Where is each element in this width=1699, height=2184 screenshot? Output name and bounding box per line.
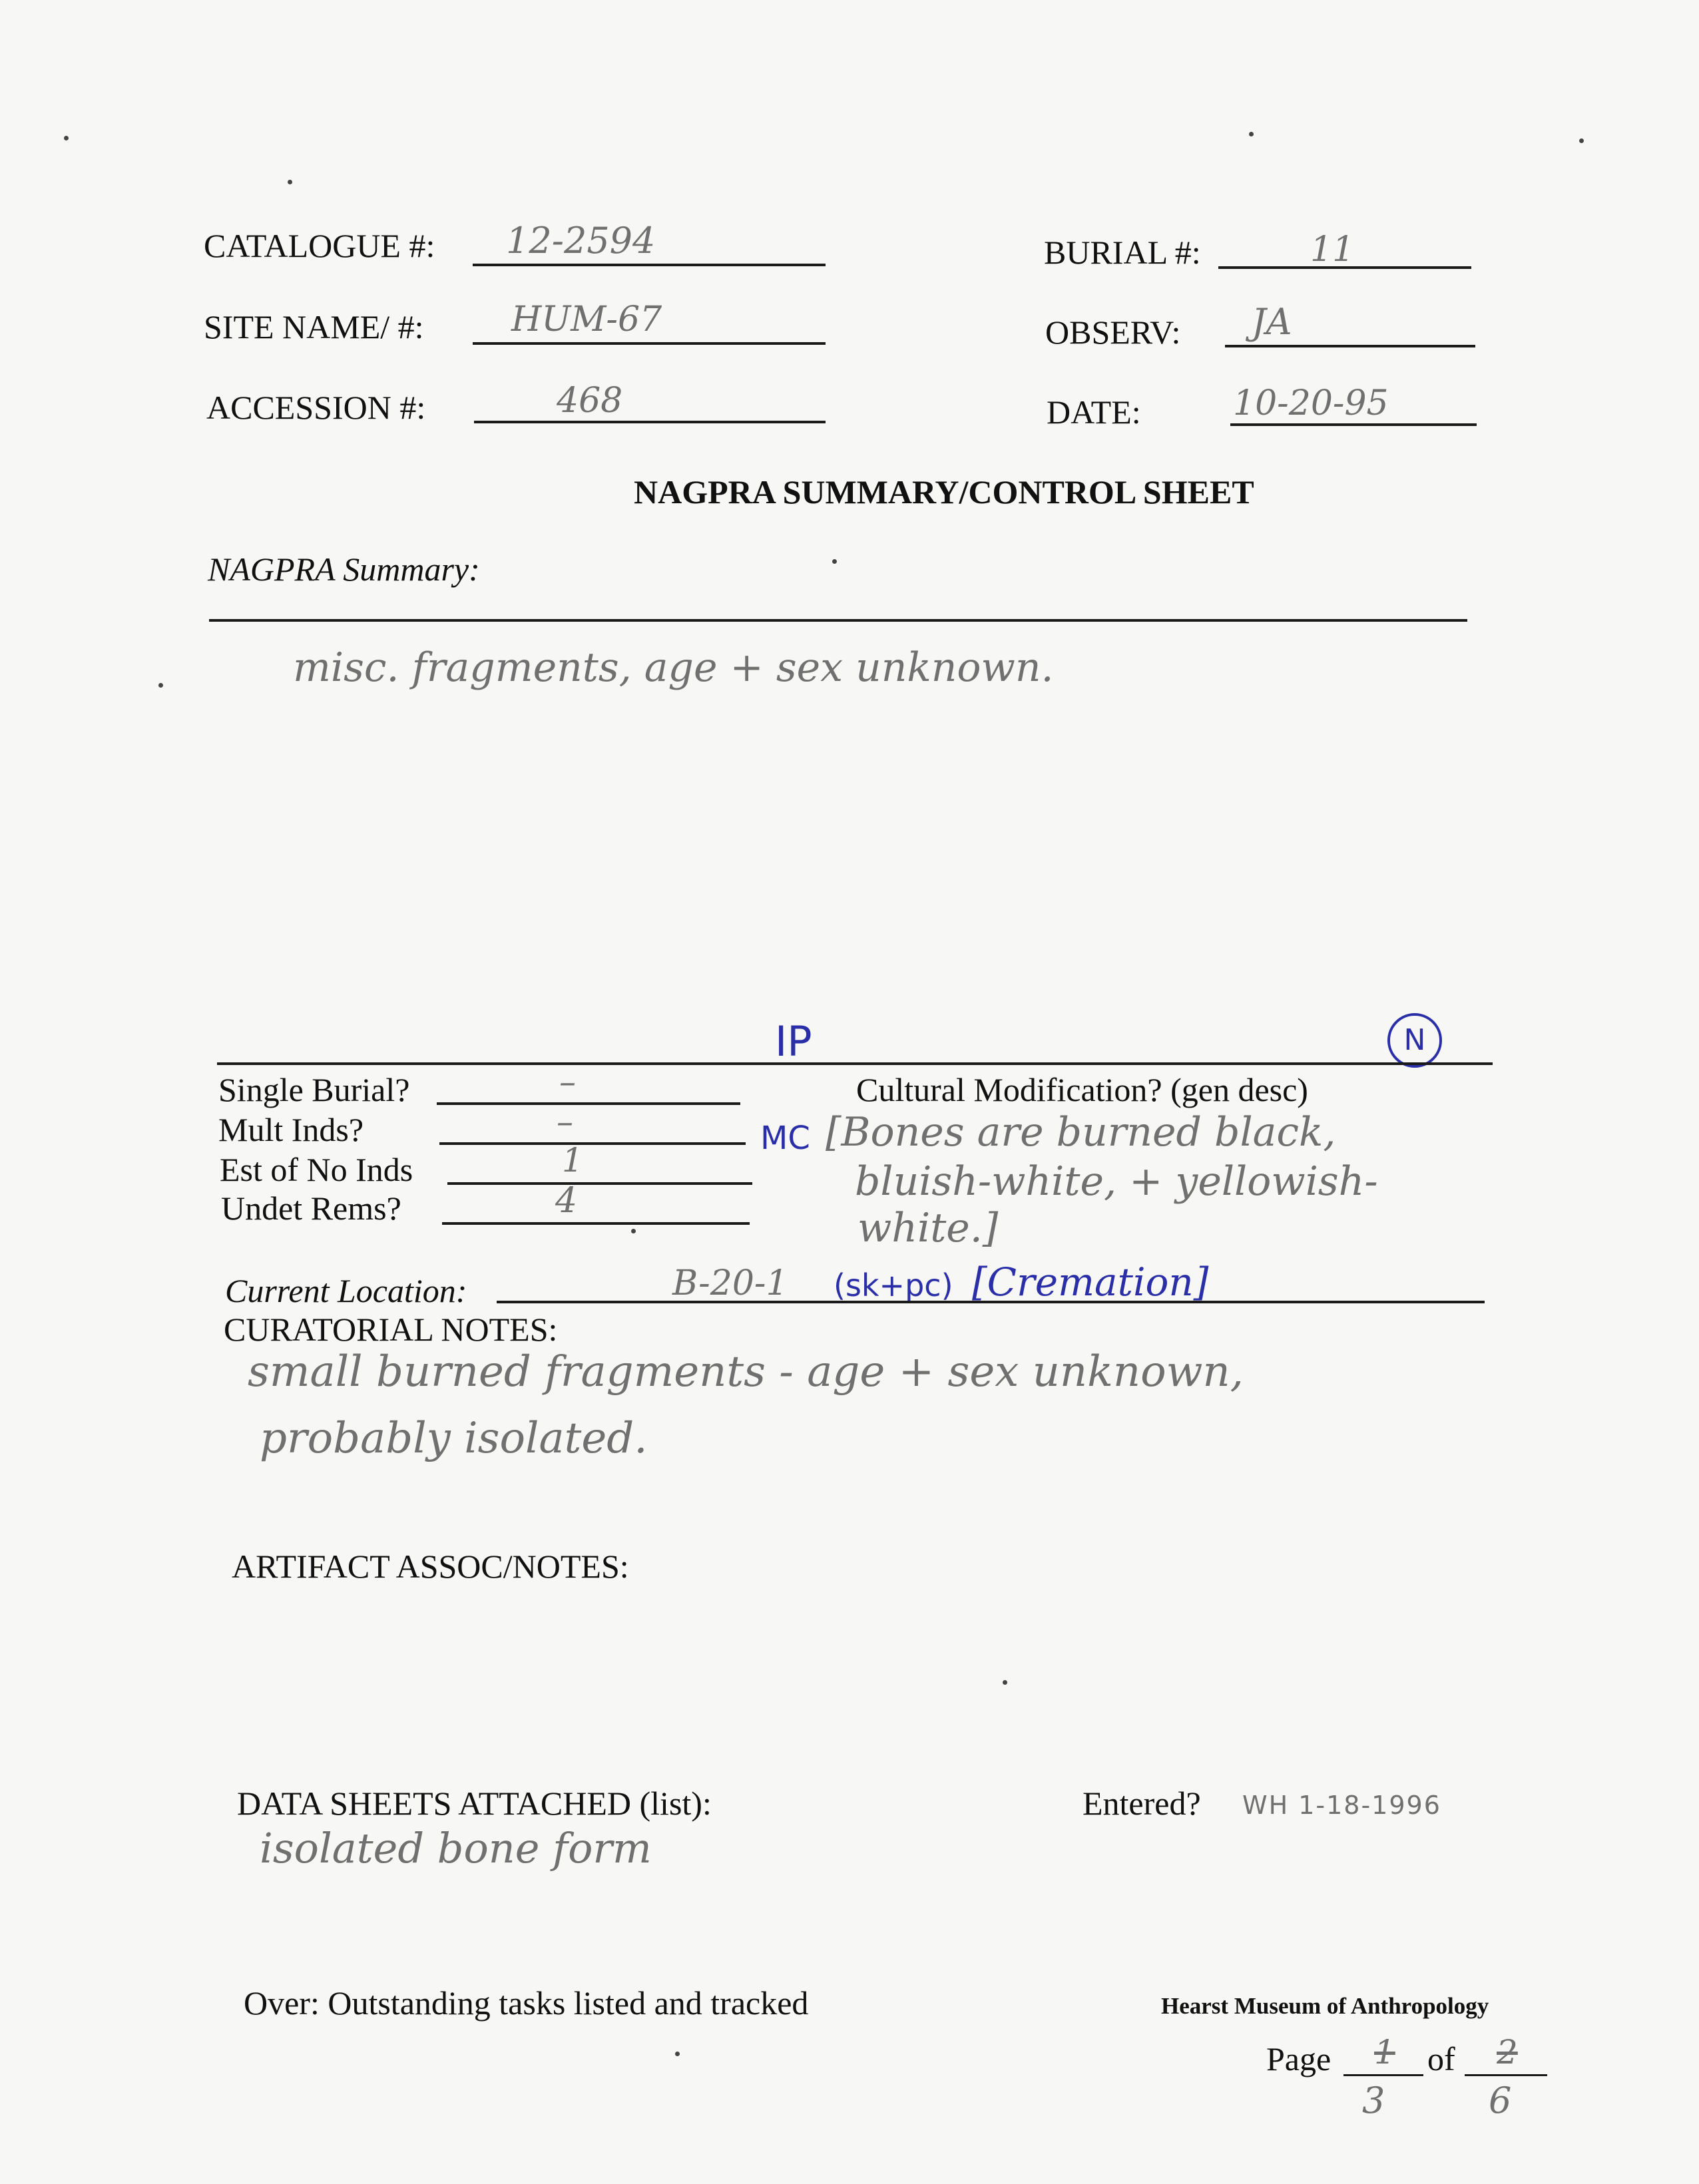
current-location-label: Current Location: [225, 1272, 467, 1309]
cultural-mod-line-1[interactable]: [Bones are burned black, [826, 1109, 1336, 1156]
burial-label: BURIAL #: [1044, 234, 1201, 271]
over-text: Over: Outstanding tasks listed and tracked [244, 1984, 809, 2022]
artifact-notes-label: ARTIFACT ASSOC/NOTES: [232, 1548, 629, 1585]
observ-value[interactable]: JA [1252, 301, 1292, 343]
scan-speck [832, 559, 837, 564]
site-underline [473, 342, 826, 345]
single-burial-value[interactable]: – [559, 1062, 576, 1101]
ip-mark: IP [775, 1017, 812, 1066]
summary-text[interactable]: misc. fragments, age + sex unknown. [293, 644, 1054, 691]
undet-rems-underline [442, 1222, 750, 1225]
cultural-mod-code: MC [760, 1120, 810, 1157]
summary-label: NAGPRA Summary: [208, 550, 480, 588]
mult-inds-label: Mult Inds? [218, 1111, 364, 1148]
curatorial-notes-label: CURATORIAL NOTES: [224, 1311, 558, 1348]
undet-rems-value[interactable]: 4 [555, 1181, 578, 1221]
page-number-underline [1343, 2074, 1423, 2076]
page-title: NAGPRA SUMMARY/CONTROL SHEET [634, 473, 1254, 511]
data-sheets-label: DATA SHEETS ATTACHED (list): [237, 1785, 712, 1822]
museum-name: Hearst Museum of Anthropology [1161, 1993, 1489, 2019]
date-underline [1230, 423, 1477, 426]
cultural-mod-label: Cultural Modification? (gen desc) [856, 1071, 1308, 1108]
scan-speck [64, 136, 69, 140]
current-location-tag: [Cremation] [972, 1259, 1209, 1305]
date-value[interactable]: 10-20-95 [1233, 383, 1389, 423]
page-total-old: 2 [1497, 2033, 1518, 2072]
scan-speck [288, 180, 292, 184]
curatorial-notes-line-2[interactable]: probably isolated. [260, 1414, 648, 1463]
current-location-note: (sk+pc) [834, 1267, 953, 1303]
page-total-underline [1465, 2074, 1547, 2076]
n-circled-mark: N [1387, 1013, 1442, 1068]
site-value[interactable]: HUM-67 [511, 300, 662, 339]
curatorial-notes-line-1[interactable]: small burned fragments - age + sex unknown, [248, 1347, 1244, 1397]
scan-speck [158, 683, 163, 688]
site-label: SITE NAME/ #: [204, 308, 424, 345]
observ-underline [1225, 345, 1475, 347]
mult-inds-value[interactable]: – [557, 1102, 573, 1141]
date-label: DATE: [1047, 393, 1141, 431]
burial-section-rule [217, 1062, 1493, 1065]
current-location-value[interactable]: B-20-1 [672, 1263, 788, 1303]
accession-label: ACCESSION #: [206, 389, 426, 426]
page-number-new[interactable]: 3 [1362, 2079, 1385, 2121]
cultural-mod-line-2[interactable]: bluish-white, + yellowish- [855, 1158, 1378, 1205]
cultural-mod-line-3[interactable]: white.] [857, 1205, 999, 1251]
current-location-underline [497, 1301, 1485, 1303]
entered-label: Entered? [1083, 1785, 1201, 1822]
catalogue-label: CATALOGUE #: [204, 227, 435, 264]
mult-inds-underline [439, 1142, 746, 1145]
single-burial-underline [437, 1102, 740, 1105]
catalogue-underline [473, 264, 826, 266]
page-label: Page [1266, 2040, 1332, 2077]
est-no-inds-underline [447, 1182, 752, 1185]
undet-rems-label: Undet Rems? [221, 1190, 401, 1227]
summary-rule [209, 619, 1467, 622]
burial-value[interactable]: 11 [1310, 230, 1355, 270]
scan-speck [1579, 138, 1584, 143]
est-no-inds-label: Est of No Inds [220, 1151, 413, 1188]
of-label: of [1427, 2040, 1455, 2077]
scan-speck [1003, 1680, 1007, 1685]
est-no-inds-value[interactable]: 1 [562, 1141, 583, 1180]
observ-label: OBSERV: [1045, 314, 1181, 351]
page-number-old: 1 [1374, 2033, 1395, 2072]
data-sheets-value[interactable]: isolated bone form [260, 1824, 652, 1872]
scan-speck [631, 1229, 636, 1233]
scan-speck [675, 2052, 680, 2056]
entered-value[interactable]: WH 1-18-1996 [1242, 1791, 1441, 1820]
catalogue-value[interactable]: 12-2594 [506, 220, 656, 262]
accession-underline [474, 421, 826, 423]
single-burial-label: Single Burial? [218, 1071, 410, 1108]
scan-speck [1249, 132, 1254, 136]
burial-underline [1218, 266, 1471, 269]
accession-value[interactable]: 468 [557, 381, 623, 421]
page-total-new[interactable]: 6 [1489, 2079, 1512, 2121]
